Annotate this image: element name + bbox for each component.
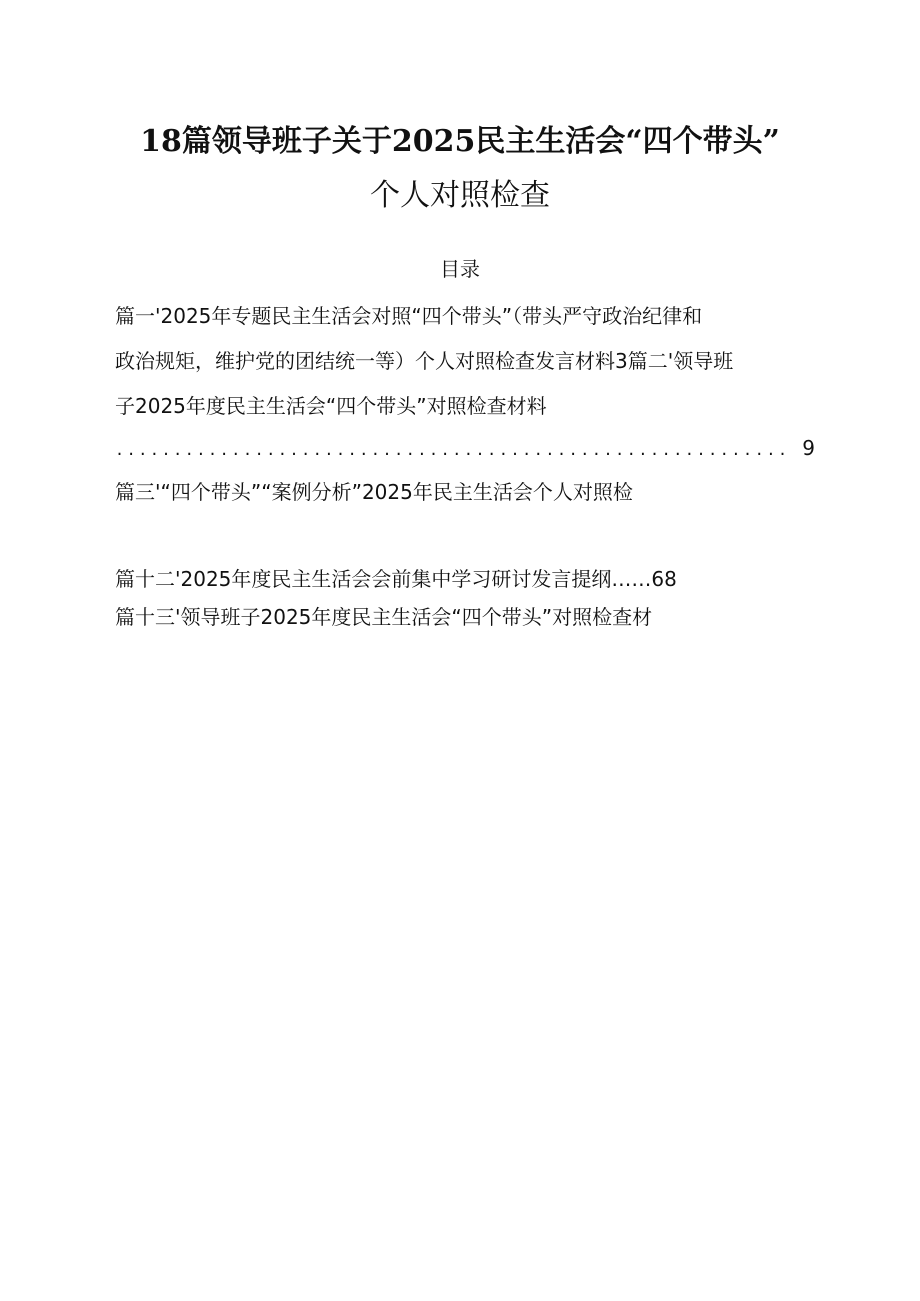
toc-page-number: 9	[802, 436, 815, 460]
toc-leader-line	[115, 434, 815, 464]
toc-line: 篇十三'领导班子2025年度民主生活会“四个带头”对照检查材	[115, 605, 653, 629]
toc-line: 篇一'2025年专题民主生活会对照“四个带头”（带头严守政治纪律和	[115, 304, 703, 328]
document-title-line2: 个人对照检查	[370, 178, 550, 213]
toc-heading: 目录	[440, 257, 480, 281]
toc-line: 政治规矩，维护党的团结统一等）个人对照检查发言材料3篇二'领导班	[115, 349, 734, 373]
document-title-line1: 18篇领导班子关于2025民主生活会“四个带头”	[140, 124, 780, 159]
toc-leader-dots: ..........................................................	[115, 441, 790, 459]
toc-line: 篇三'“四个带头”“案例分析”2025年民主生活会个人对照检	[115, 480, 633, 504]
toc-line: 子2025年度民主生活会“四个带头”对照检查材料	[115, 394, 547, 418]
toc-line: 篇十二'2025年度民主生活会会前集中学习研讨发言提纲……68	[115, 567, 677, 591]
